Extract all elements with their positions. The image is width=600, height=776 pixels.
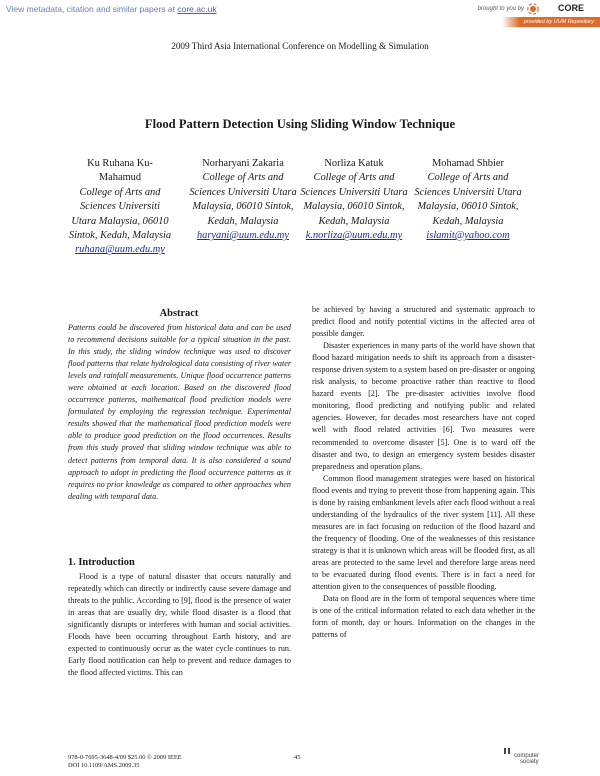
doi: DOI 10.1109/AMS.2009.35	[68, 762, 140, 769]
author-block	[188, 157, 298, 243]
footer-copyright	[68, 754, 182, 770]
right-column-text	[312, 304, 535, 641]
page-number: 45	[294, 754, 301, 761]
author-affiliation: College of Arts and Sciences Universiti Utara Malaysia, 06010 Sintok, Kedah, Malaysia	[300, 172, 408, 227]
isbn: 978-0-7695-3648-4/09 $25.00 © 2009 IEEE	[68, 754, 182, 761]
core-provided-label: provided by UUM Repository	[502, 17, 600, 27]
conference-header: 2009 Third Asia International Conference on Modelling & Simulation	[171, 41, 429, 51]
abstract-heading: Abstract	[159, 308, 199, 319]
author-name: Norliza Katuk	[324, 158, 384, 169]
author-affiliation: College of Arts and Sciences Universiti Utara Malaysia, 06010 Sintok, Kedah, Malaysia	[414, 172, 522, 227]
author-affiliation: College of Arts and Sciences Universiti Utara Malaysia, 06010 Sintok, Kedah, Malaysia	[68, 186, 172, 242]
abstract-paragraph: Patterns could be discovered from historical data and can be used to recommend decisions suitable for a typical situation in the past. In this study, the sliding window technique was used to discover flood patterns that relate hydrological data consisting of river water levels and rainfall measurements. Unique flood occurrence patterns were obtained at each location. Based on the discovered flood occurrence patterns, mathematical flood prediction models were formulated by employing the regression technique. Experimental results showed that the mathematical flood prediction models were able to produce good prediction on the flood occurrences. Results from this study proved that sliding window technique was able to detect patterns from temporal data. It is also considered a sound approach to adopt in predicting the flood occurrence patterns as it requires no prior knowledge as compared to other approaches when dealing with temporal data.	[68, 323, 291, 501]
abstract-text	[68, 322, 291, 503]
core-metadata-link[interactable]: View metadata, citation and similar papers at core.ac.uk	[6, 4, 217, 14]
paragraph: Data on flood are in the form of temporal sequences where time is one of the critical information related to each data whether in the form of month, day or hours. Information on the changes in the patterns of	[312, 594, 535, 640]
core-logo-text: CORE	[557, 3, 584, 13]
core-brought-label: brought to you by	[477, 6, 524, 12]
paragraph: Disaster experiences in many parts of the world have shown that flood hazard mitigation needs to shift its approach from a disaster-response driven system to a system based on pre-disaster or ongoing risk analysis, to become proactive rather than reactive to flood hazard events [2]. The pre-disaster activities involve flood monitoring, flood predicting and notifying public and related agencies. However, for decades most researchers have not coped well with flood related activities [6]. Two measures were recommended to overcome disaster [5]. One is to ward off the disaster and two, to design an emergency system besides disaster preparedness and operation plans.	[312, 341, 535, 471]
author-block	[412, 157, 524, 243]
computer-society-label: computer society	[514, 753, 540, 766]
author-email[interactable]: haryani@uum.edu.my	[196, 230, 290, 242]
author-name: Mohamad Shbier	[432, 158, 504, 169]
section-heading: 1. Introduction	[68, 557, 135, 568]
author-email[interactable]: islamit@yahoo.com	[426, 230, 510, 242]
author-affiliation: College of Arts and Sciences Universiti Utara Malaysia, 06010 Sintok, Kedah, Malaysia	[189, 172, 297, 227]
author-email[interactable]: ruhana@uum.edu.my	[75, 244, 165, 256]
author-block	[298, 157, 410, 243]
paragraph: Flood is a type of natural disaster that occurs naturally and repeatedly which can directly or indirectly cause severe damage and threats to the public. According to [9], flood is the presence of water in areas that are usually dry, while flood disaster is a flood that significantly disrupts or interferes with human and social activities. Floods have been occurring throughout Earth history, and are expected to continuously occur as the water cycle continues to run. Early flood notification can help to prevent and reduce damages to the flood affected victims. This can	[68, 572, 291, 678]
author-block	[68, 157, 172, 258]
paper-title: Flood Pattern Detection Using Sliding Window Technique	[144, 117, 456, 131]
author-name: Ku Ruhana Ku-Mahamud	[87, 158, 153, 184]
paragraph: be achieved by having a structured and systematic approach to predict flood and notify potential victims in the affected area of possible danger.	[312, 305, 535, 339]
paragraph: Common flood management strategies were based on historical flood events and trying to prevent those from happening again. This is done by raising embankment levels after each flood without a real understanding of the hydraulics of the river system [11]. All these measures are in fact focusing on reduction of the flood hazard and the frequency of flooding. One of the weaknesses of this resistance strategy is that it is unknown which areas will be flooded first, as all areas are protected to the same level and therefore large areas need to be evacuated during flood events. There is in fact a need for attention given to the consequences of possible flooding.	[312, 473, 535, 592]
author-name: Norharyani Zakaria	[202, 158, 284, 169]
author-email[interactable]: k.norliza@uum.edu.my	[305, 230, 403, 242]
core-banner	[0, 0, 600, 26]
introduction-text	[68, 571, 291, 679]
